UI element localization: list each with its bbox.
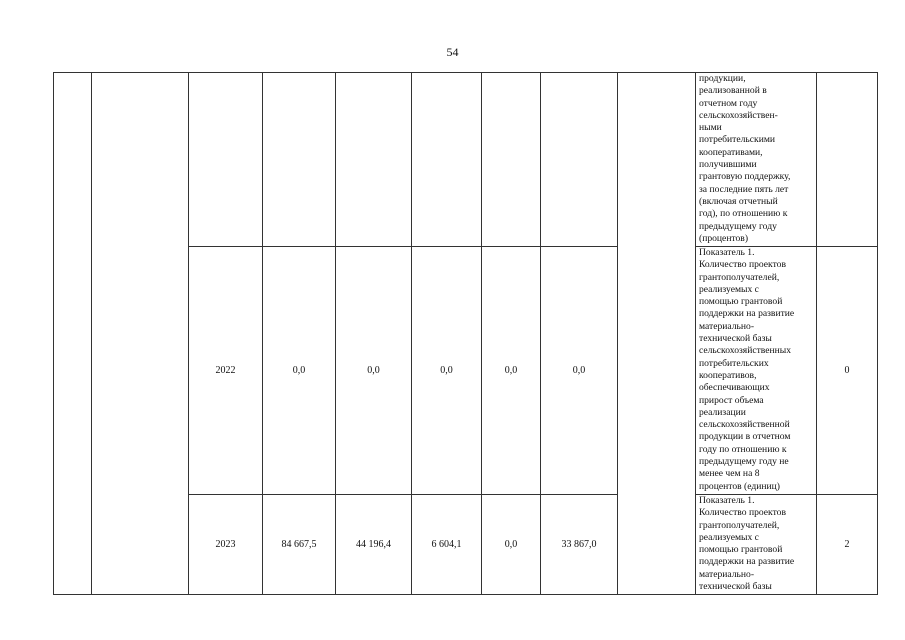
indicator-cell	[696, 73, 817, 247]
value-cell: 84 667,5	[263, 495, 336, 595]
value-cell	[541, 73, 618, 247]
indicator-line: (включая отчетный	[699, 195, 778, 207]
empty-executor-cell	[618, 73, 696, 595]
indicator-line: обеспечивающих	[699, 382, 770, 394]
indicator-line: получившими	[699, 159, 757, 171]
indicator-cell	[696, 247, 817, 495]
indicator-line: грантополучателей,	[699, 271, 780, 283]
indicator-line: поддержки на развитие	[699, 308, 795, 320]
indicator-line: год), по отношению к	[699, 208, 788, 220]
empty-number-cell	[54, 73, 92, 595]
indicator-line: (процентов)	[699, 232, 749, 244]
indicator-line: предыдущему году не	[699, 456, 789, 468]
indicator-line: отчетном году	[699, 97, 758, 109]
indicator-line: поддержки на развитие	[699, 556, 795, 568]
value-cell: 0,0	[482, 495, 541, 595]
indicator-line: реализуемых с	[699, 531, 759, 543]
year-cell	[189, 73, 263, 247]
indicator-line: сельскохозяйственной	[699, 419, 790, 431]
value-cell: 0,0	[336, 247, 412, 495]
page-number: 54	[446, 45, 459, 59]
indicator-line: кооперативами,	[699, 146, 763, 158]
indicator-line: ными	[699, 122, 722, 134]
indicator-line: помощью грантовой	[699, 296, 783, 308]
indicator-line: грантовую поддержку,	[699, 171, 791, 183]
indicator-line: реализованной в	[699, 85, 767, 97]
indicator-line: году по отношению к	[699, 443, 787, 455]
value-cell	[263, 73, 336, 247]
indicator-line: кооперативов,	[699, 369, 757, 381]
indicator-line: потребительских	[699, 357, 769, 369]
value-cell	[412, 73, 482, 247]
value-cell	[482, 73, 541, 247]
indicator-line: потребительскими	[699, 134, 776, 146]
indicator-line: продукции,	[699, 73, 746, 84]
indicator-line: продукции в отчетном	[699, 431, 791, 443]
indicator-line: за последние пять лет	[699, 183, 789, 195]
value-cell: 33 867,0	[541, 495, 618, 595]
indicator-line: Показатель 1.	[699, 495, 755, 506]
value-cell: 0,0	[482, 247, 541, 495]
indicator-line: процентов (единиц)	[699, 480, 780, 492]
value-cell	[336, 73, 412, 247]
year-cell: 2023	[189, 495, 263, 595]
target-cell: 2	[817, 495, 878, 595]
indicator-line: реализуемых с	[699, 283, 759, 295]
budget-table	[53, 72, 878, 595]
indicator-line: технической базы	[699, 581, 772, 593]
value-cell: 44 196,4	[336, 495, 412, 595]
indicator-line: прирост объема	[699, 394, 764, 406]
indicator-line: материально-	[699, 568, 755, 580]
target-cell: 0	[817, 247, 878, 495]
value-cell: 0,0	[412, 247, 482, 495]
value-cell: 0,0	[263, 247, 336, 495]
indicator-line: менее чем на 8	[699, 468, 760, 480]
indicator-line: Количество проектов	[699, 259, 786, 271]
value-cell: 0,0	[541, 247, 618, 495]
empty-name-cell	[92, 73, 189, 595]
indicator-line: предыдущему году	[699, 220, 777, 232]
indicator-line: сельскохозяйственных	[699, 345, 792, 357]
indicator-line: Количество проектов	[699, 507, 786, 519]
target-cell	[817, 73, 878, 247]
indicator-line: технической базы	[699, 333, 772, 345]
year-cell: 2022	[189, 247, 263, 495]
table-row	[54, 73, 878, 247]
value-cell: 6 604,1	[412, 495, 482, 595]
indicator-line: реализации	[699, 406, 746, 418]
indicator-line: Показатель 1.	[699, 247, 755, 258]
indicator-line: материально-	[699, 320, 755, 332]
indicator-cell	[696, 495, 817, 595]
indicator-line: сельскохозяйствен-	[699, 109, 778, 121]
indicator-line: грантополучателей,	[699, 519, 780, 531]
indicator-line: помощью грантовой	[699, 544, 783, 556]
